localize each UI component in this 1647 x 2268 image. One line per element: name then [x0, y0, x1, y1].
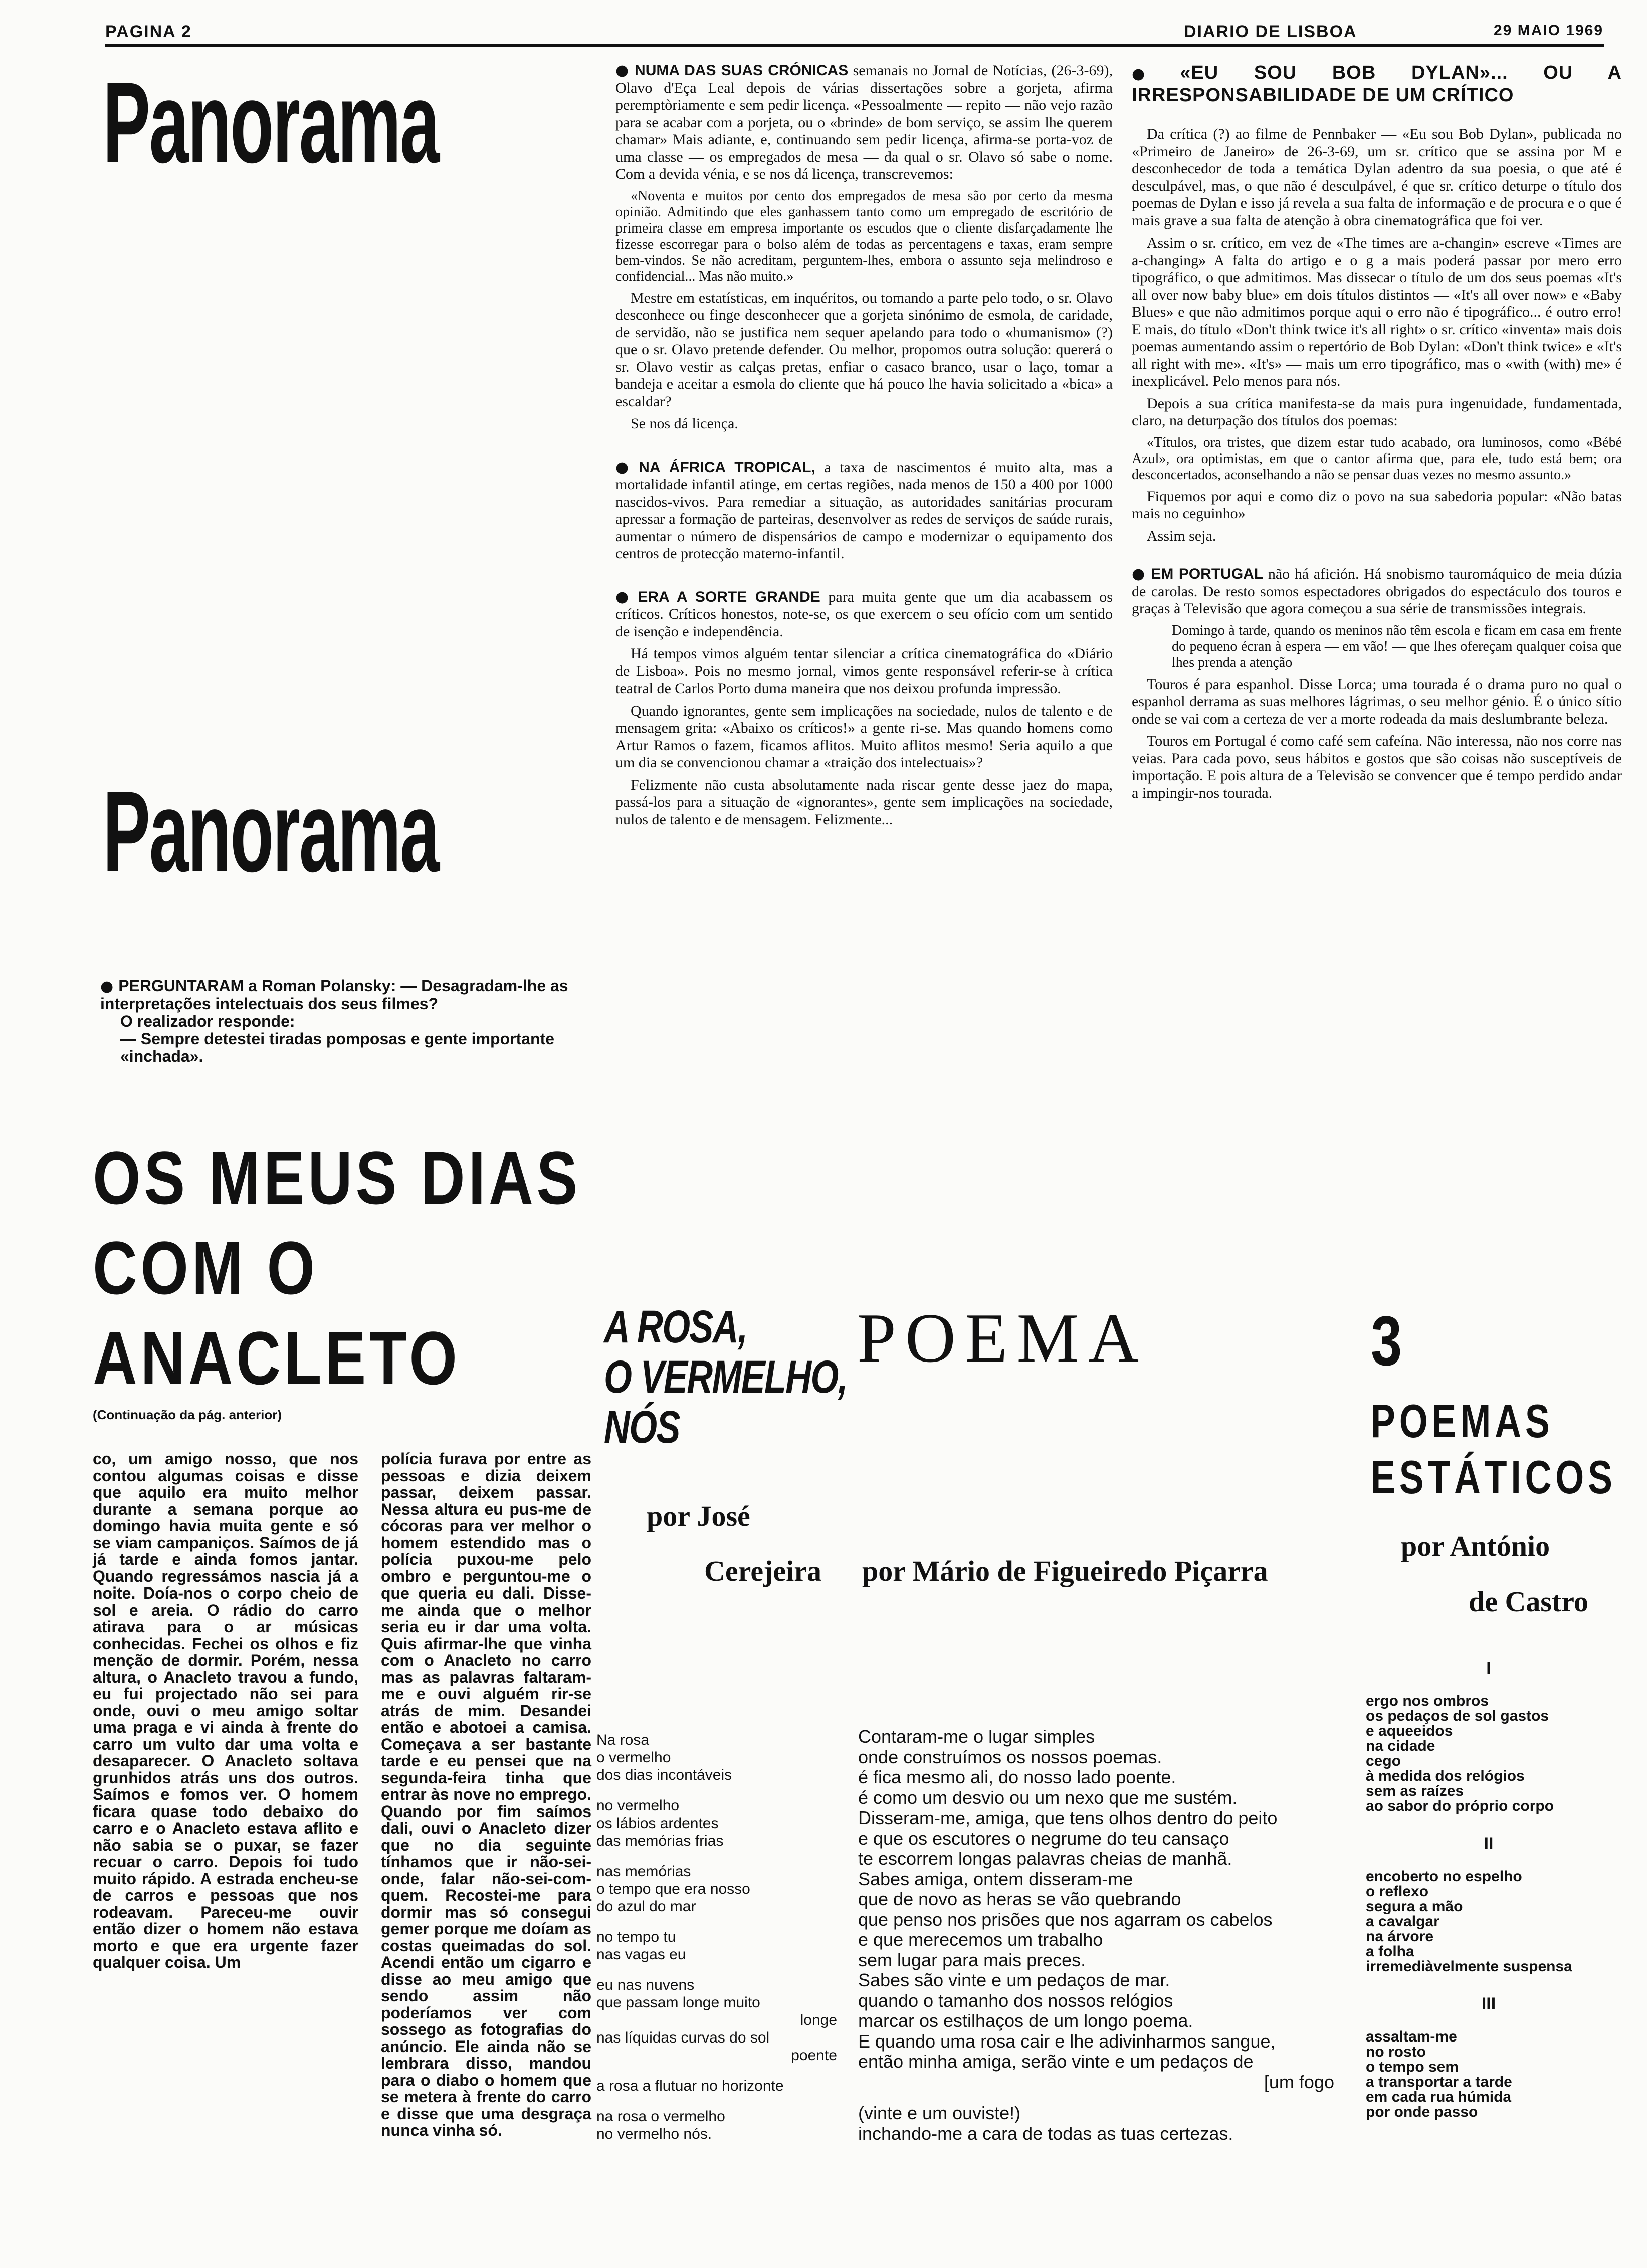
africa-text: a taxa de nascimentos é muito alta, mas a mortalidade infantil atinge, em certas regiões, nada menos de 150 a 400 por 1000 nascidos-vivos. Para remediar a situação, as autoridades sanitárias procuram apressar a formação de parteiras, desenvolver as redes de serviços de saúde rurais, aumentar o número de dispensários de campo e modernizar o equipamento dos centros de protecção materno-infantil. [615, 459, 1113, 562]
poem-line: encoberto no espelho [1366, 1868, 1522, 1885]
poem-line: no vermelho [596, 1797, 680, 1814]
rosa-title [604, 1302, 847, 1452]
stanza-gap [596, 1963, 837, 1976]
poem-line: o vermelho [596, 1749, 671, 1766]
middle-column [615, 62, 1113, 833]
section-number: III [1481, 1994, 1496, 2013]
poem-line: Sabes são vinte e um pedaços de mar. [858, 1970, 1170, 1990]
portugal-text-3: Touros em Portugal é como café sem cafeína. Não interessa, não nos corre nas veias. Para cada povo, seus hábitos e gostos que são coisas não susceptíveis de importação. E pois altura de a Televisão se convencer que é tempo perdido andar a impingir-nos tourada. [1132, 733, 1622, 801]
poem-line: a folha [1366, 1943, 1414, 1960]
poem-line: então minha amiga, serão vinte e um pedaços de [858, 2051, 1254, 2072]
poem-line: e que os escutores o negrume do teu cansaço [858, 1828, 1229, 1849]
stanza-gap [596, 1784, 837, 1797]
poem-line: inchando-me a cara de todas as tuas certezas. [858, 2123, 1233, 2144]
africa-lead: NA ÁFRICA TROPICAL, [639, 459, 815, 476]
section-number: II [1484, 1834, 1494, 1853]
portugal-text-2: Touros é para espanhol. Disse Lorca; uma tourada é o drama puro no qual o espanhol derrama as suas melhores lágrimas, o seu melhor génio. É o único sítio onde se vai com a certeza de ver a morte rodeada da mais deslumbrante beleza. [1132, 675, 1622, 727]
dylan-text-1: Da crítica (?) ao filme de Pennbaker — «Eu sou Bob Dylan», publicada no «Primeiro de Janeiro» de 26-3-69, um sr. crítico que se assina por M e desconhecedor de toda a temática Dylan adentro da sua poesia, o que até é desculpável, mas, o que não é desculpável, é que sr. crítico deturpe o título dos poemas de Dylan e isso já revela a sua falta de informação e de procura e o que é mais grave a sua falta de atenção à obra cinematográfica que foi ver. [1132, 126, 1622, 229]
sorte-text: para muita gente que um dia acabassem os críticos. Críticos honestos, note-se, os que exercem o seu ofício com um sentido de isenção e independência. [615, 588, 1113, 640]
poem-line: os lábios ardentes [596, 1815, 719, 1832]
anacleto-title [93, 1132, 581, 1403]
poem-line: marcar os estilhaços de um longo poema. [858, 2010, 1193, 2031]
poem-line: Na rosa [596, 1732, 650, 1748]
sorte-lead: ERA A SORTE GRANDE [638, 588, 820, 605]
anacleto-text-1: co, um amigo nosso, que nos contou algumas coisas e disse que aquilo era muito melhor durante a semana porque ao domingo havia muita gente e só se viam campaniços. Saímos de já já tarde e ainda fomos jantar. Quando regressámos nascia já a noite. Doía-nos o corpo cheio de sol e areia. O rádio do carro atirava para o ar músicas conhecidas. Fechei os olhos e fiz menção de dormir. Porém, nessa altura, o Anacleto travou a fundo, eu fui projectado não sei para onde, ouvi o meu amigo soltar uma praga e vi ainda à frente do carro um vulto dar uma volta e desaparecer. O Anacleto soltava grunhidos atrás uns dos outros. Saímos e fomos ver. O homem ficara quase todo debaixo do carro e o Anacleto estava aflito e não sabia se o puxar, se fazer recuar o carro. Depois foi tudo muito rápido. A estrada encheu-se de carros e pessoas que nos rodeavam. Pareceu-me ouvir então dizer o homem não estava morto e que era urgente fazer qualquer coisa. Um [93, 1450, 358, 1971]
bullet-icon: ● [615, 588, 633, 606]
poem-line: no tempo tu [596, 1929, 676, 1945]
poem-line: Disseram-me, amiga, que tens olhos dentro do peito [858, 1807, 1278, 1828]
continuation-note: (Continuação da pág. anterior) [93, 1407, 282, 1422]
estaticos-poems [1366, 1639, 1611, 2120]
cronica-text: semanais no Jornal de Notícias, (26-3-69), Olavo d'Eça Leal depois de várias dissertações sobre a gorjeta, afirma peremptòriamente e sem pedir licença. «Pessoalmente — repito — não vejo razão para se acabar com a porjeta, ou o «brinde» de bom serviço, se assim lhe querem chamar» Mais adiante, e, continuando sem pedir licença, afirma-se porta-voz de uma classe — os empregados de mesa — da qual o sr. Olavo só sabe o nome. Com a devida vénia, e se nos dá licença, transcrevemos: [615, 62, 1113, 182]
dylan-text-3: Depois a sua crítica manifesta-se da mais pura ingenuidade, fundamentada, claro, na deturpação dos títulos dos poemas: [1132, 395, 1622, 429]
newspaper-name: DIARIO DE LISBOA [1184, 22, 1357, 41]
dylan-signoff: Assim seja. [1147, 527, 1216, 544]
portugal-text: não há afición. Há snobismo tauromáquico de meia dúzia de carolas. De resto somos espectadores obrigados do espectáculo dos touros e graças à Televisão que agora começou a sua série de transmissões integrais. [1132, 566, 1622, 617]
page-label: PAGINA 2 [105, 22, 192, 41]
poem-line: na rosa o vermelho [596, 2108, 725, 2125]
poem-line: nas memórias [596, 1863, 691, 1880]
poem-line: longe [800, 2012, 837, 2028]
poem-line: do azul do mar [596, 1898, 696, 1915]
polanski-item [100, 977, 596, 1065]
polanski-question: — Desagradam-lhe as interpretações intelectuais dos seus filmes? [100, 977, 568, 1013]
poem-line: no vermelho nós. [596, 2126, 712, 2142]
anacleto-column-2 [381, 1451, 591, 2139]
portugal-lead: EM PORTUGAL [1151, 566, 1264, 582]
stanza-gap [596, 1915, 837, 1928]
rosa-author: Cerejeira [704, 1555, 821, 1587]
poem-line: ao sabor do próprio corpo [1366, 1798, 1554, 1815]
polanski-answer: — Sempre detestei tiradas pomposas e gente importante «inchada». [120, 1030, 555, 1065]
poem-line: é fica mesmo ali, do nosso lado poente. [858, 1767, 1176, 1787]
poem-line: em cada rua húmida [1366, 2089, 1512, 2105]
header-rule [105, 44, 1604, 47]
right-column [1132, 62, 1622, 807]
poem-line: Contaram-me o lugar simples [858, 1726, 1095, 1747]
poem-line: à medida dos relógios [1366, 1768, 1525, 1784]
stanza-gap [596, 2095, 837, 2108]
estaticos-author: de Castro [1469, 1585, 1588, 1618]
poem-line: ergo nos ombros [1366, 1693, 1489, 1709]
estaticos-byline: por António [1401, 1530, 1550, 1562]
bullet-icon: ● [1132, 65, 1175, 83]
estaticos-title-line-1: POEMAS [1371, 1395, 1554, 1447]
poem-line: na árvore [1366, 1928, 1434, 1945]
estaticos-number: 3 [1371, 1301, 1402, 1380]
poem-line: os pedaços de sol gastos [1366, 1708, 1549, 1724]
poema-poem [858, 1727, 1334, 2144]
cronica-lead: NUMA DAS SUAS CRÓNICAS [635, 62, 849, 79]
poem-line: (vinte e um ouviste!) [858, 2103, 1021, 2123]
poem-line: o reflexo [1366, 1883, 1429, 1900]
sorte-text-3: Quando ignorantes, gente sem implicações na sociedade, nulos de talento e de mensagem grita: «Abaixo os críticos!» a gente ri-se. Mas quando homens como Artur Ramos o fazem, ficamos aflitos. Muito aflitos mesmo! Seria aquilo a que um dia se convencionou chamar a «traição dos intelectuais»? [615, 702, 1113, 771]
poem-line: eu nas nuvens [596, 1977, 695, 1993]
bullet-icon: ● [615, 458, 634, 476]
rosa-poem [596, 1731, 837, 2143]
poem-line: no rosto [1366, 2044, 1426, 2060]
poem-line: dos dias incontáveis [596, 1767, 732, 1783]
anacleto-title-line-3: ANACLETO [93, 1316, 461, 1400]
poem-line: cego [1366, 1753, 1401, 1769]
poem-line: que penso nos prisões que nos agarram os cabelos [858, 1909, 1273, 1930]
poem-line: sem as raízes [1366, 1783, 1464, 1799]
poem-line: Sabes amiga, ontem disseram-me [858, 1868, 1133, 1889]
poem-line: e aqueeidos [1366, 1723, 1453, 1739]
dylan-quote: «Títulos, ora tristes, que dizem estar tudo acabado, ora luminosos, como «Bébé Azul», ora optimistas, em que o cantor afirma que, para ele, tudo está bem; ora desconcertados, aconselhando a não se pensar duas vezes no mesmo assunto.» [1132, 434, 1622, 483]
polanski-answer-intro: O realizador responde: [120, 1012, 295, 1030]
dylan-text-5: Fiquemos por aqui e como diz o povo na sua sabedoria popular: «Não batas mais no ceguinho» [1132, 488, 1622, 522]
estaticos-title-line-2: ESTÁTICOS [1371, 1451, 1616, 1503]
cronica-signoff: Se nos dá licença. [631, 415, 738, 432]
poem-line: o tempo que era nosso [596, 1881, 750, 1897]
poem-line: a rosa a flutuar no horizonte [596, 2078, 784, 2094]
cronica-text-2: Mestre em estatísticas, em inquéritos, ou tomando a parte pelo todo, o sr. Olavo desconhece ou finge desconhecer que a gorjeta sinónimo de esmola, de caridade, de servidão, não se justifica nem sequer apelando para todo o «humanismo» (?) que o sr. Olavo pretende defender. Ou melhor, propomos outra solução: quererá o sr. Olavo vestir as calças pretas, enfiar o casaco branco, usar o laço, tomar a bandeja e aceitar a esmola do cliente que há pouco lhe havia solicitado a «bica» a escaldar? [615, 289, 1113, 410]
poem-line: que de novo as heras se vão quebrando [858, 1889, 1181, 1909]
poem-line: nas vagas eu [596, 1946, 686, 1963]
poem-line: te escorrem longas palavras cheias de manhã. [858, 1848, 1232, 1869]
poem-line: e que merecemos um trabalho [858, 1929, 1103, 1950]
portugal-quote: Domingo à tarde, quando os meninos não têm escola e ficam em casa em frente do pequeno écran à espera — em vão! — que lhes ofereçam qualquer coisa que lhes prenda a atenção [1172, 622, 1622, 670]
poem-line: poente [791, 2047, 837, 2064]
section-number: I [1486, 1659, 1491, 1678]
poem-line: quando o tamanho dos nossos relógios [858, 1990, 1173, 2011]
anacleto-text-2: polícia furava por entre as pessoas e dizia deixem passar, deixem passar. Nessa altura eu pus-me de cócoras para ver melhor o homem estendido mas o polícia puxou-me pelo ombro e perguntou-me o que queria eu dali. Disse-me ainda que o melhor seria eu ir dar uma volta. Quis afirmar-lhe que vinha com o Anacleto no carro mas as palavras faltaram-me e ouvi alguém rir-se atrás de mim. Desandei então e abotoei a camisa. Começava a ser bastante tarde e eu pensei que na segunda-feira tinha que entrar às nove no emprego. Quando por fim saímos dali, ouvi o Anacleto dizer que no dia seguinte tínhamos que ir não-sei-onde, falar não-sei-com-quem. Recostei-me para dormir mas só consegui gemer porque me doíam as costas queimadas do sol. Acendi então um cigarro e disse ao meu amigo que sendo assim não poderíamos ver com sossego as fotografias do anúncio. Ele ainda não se lembrara disso, mandou para o diabo o homem que se metera à frente do carro e disse que uma desgraça nunca vinha só. [381, 1450, 591, 2139]
dylan-headline: «EU SOU BOB DYLAN»... OU A IRRESPONSABILIDADE DE UM CRÍTICO [1132, 62, 1622, 106]
bullet-icon: ● [615, 62, 630, 79]
poem-line: [um fogo [1264, 2071, 1334, 2092]
poem-line: das memórias frias [596, 1833, 724, 1849]
poem-line: na cidade [1366, 1738, 1435, 1754]
bullet-icon: ● [100, 978, 114, 995]
cronica-quote: «Noventa e muitos por cento dos empregados de mesa são por certo da mesma opinião. Admitindo que eles ganhassem tanto como um empregado de escritório de primeira classe em empresa importante os escudos que o cliente disfarçadamente lhe fizesse escorregar para o bolso além de todas as percentagens e taxas, eram sempre bem-vindos. Se não acreditam, perguntem-lhes, embora o assunto seja melindroso e confidencial... Mas não muito.» [615, 188, 1113, 284]
dylan-text-2: Assim o sr. crítico, em vez de «The times are a-changin» escreve «Times are a-changing» A falta do artigo e o g a mais poderá passar por mero erro tipográfico, o que admitimos. Mas dissecar o título de um dos seus poemas «It's all over now baby blue» em dois títulos distintos — «It's all over now» e «Baby Blues» e que não admitimos porque aqui o erro não é tipográfico... é outro erro! E mais, do título «Don't think twice it's all right» o sr. crítico «inventa» mais dois poemas aumentando assim o repertório de Bob Dylan: «Don't think twice» e «It's all right with me». «It's» — mais um erro tipográfico, mas o «with (with) me» é inexplicável. Pelo menos para nós. [1132, 235, 1622, 389]
anacleto-title-line-1: OS MEUS DIAS [93, 1136, 581, 1220]
poem-line: é como um desvio ou um nexo que me sustém. [858, 1787, 1238, 1808]
poema-byline: por Mário de Figueiredo Piçarra [862, 1555, 1268, 1587]
poem-line: a cavalgar [1366, 1913, 1439, 1930]
poem-line: nas líquidas curvas do sol [596, 2029, 770, 2046]
panorama-title-top: Panorama [103, 58, 439, 187]
poem-line: a transportar a tarde [1366, 2074, 1512, 2090]
issue-date: 29 MAIO 1969 [1494, 22, 1604, 39]
poem-line: o tempo sem [1366, 2059, 1459, 2075]
bullet-icon: ● [1132, 565, 1146, 583]
rosa-title-line-1: A ROSA, [604, 1301, 747, 1352]
stanza-gap [596, 1850, 837, 1863]
poem-line: por onde passo [1366, 2104, 1478, 2120]
sorte-text-2: Há tempos vimos alguém tentar silenciar a crítica cinematográfica do «Diário de Lisboa». Pois no mesmo jornal, vimos gente responsável referir-se à crítica teatral de Carlos Porto duma maneira que nos deixou profunda impressão. [615, 645, 1113, 697]
rosa-byline: por José [647, 1500, 750, 1532]
stanza-gap [596, 2064, 837, 2077]
poem-line: que passam longe muito [596, 1994, 760, 2011]
poem-line: E quando uma rosa cair e lhe adivinharmos sangue, [858, 2030, 1276, 2052]
polanski-lead: PERGUNTARAM a Roman Polansky: [118, 977, 396, 995]
poem-line: irremediàvelmente suspensa [1366, 1958, 1572, 1975]
poema-title: POEMA [857, 1299, 1148, 1377]
anacleto-title-line-2: COM O [93, 1226, 318, 1310]
poem-line: assaltam-me [1366, 2028, 1457, 2045]
sorte-text-4: Felizmente não custa absolutamente nada riscar gente desse jaez do mapa, passá-los para a situação de «ignorantes», gente sem implicações na sociedade, nulos de talento e de mensagem. Felizmente... [615, 776, 1113, 828]
estaticos-title [1371, 1393, 1616, 1505]
poem-line: segura a mão [1366, 1898, 1463, 1915]
poem-line: sem lugar para mais preces. [858, 1949, 1086, 1970]
rosa-title-line-2: O VERMELHO, [604, 1351, 848, 1403]
panorama-title-bottom: Panorama [103, 767, 439, 896]
anacleto-column-1 [93, 1451, 358, 1971]
rosa-title-line-3: NÓS [604, 1402, 680, 1453]
poem-line: onde construímos os nossos poemas. [858, 1746, 1162, 1767]
